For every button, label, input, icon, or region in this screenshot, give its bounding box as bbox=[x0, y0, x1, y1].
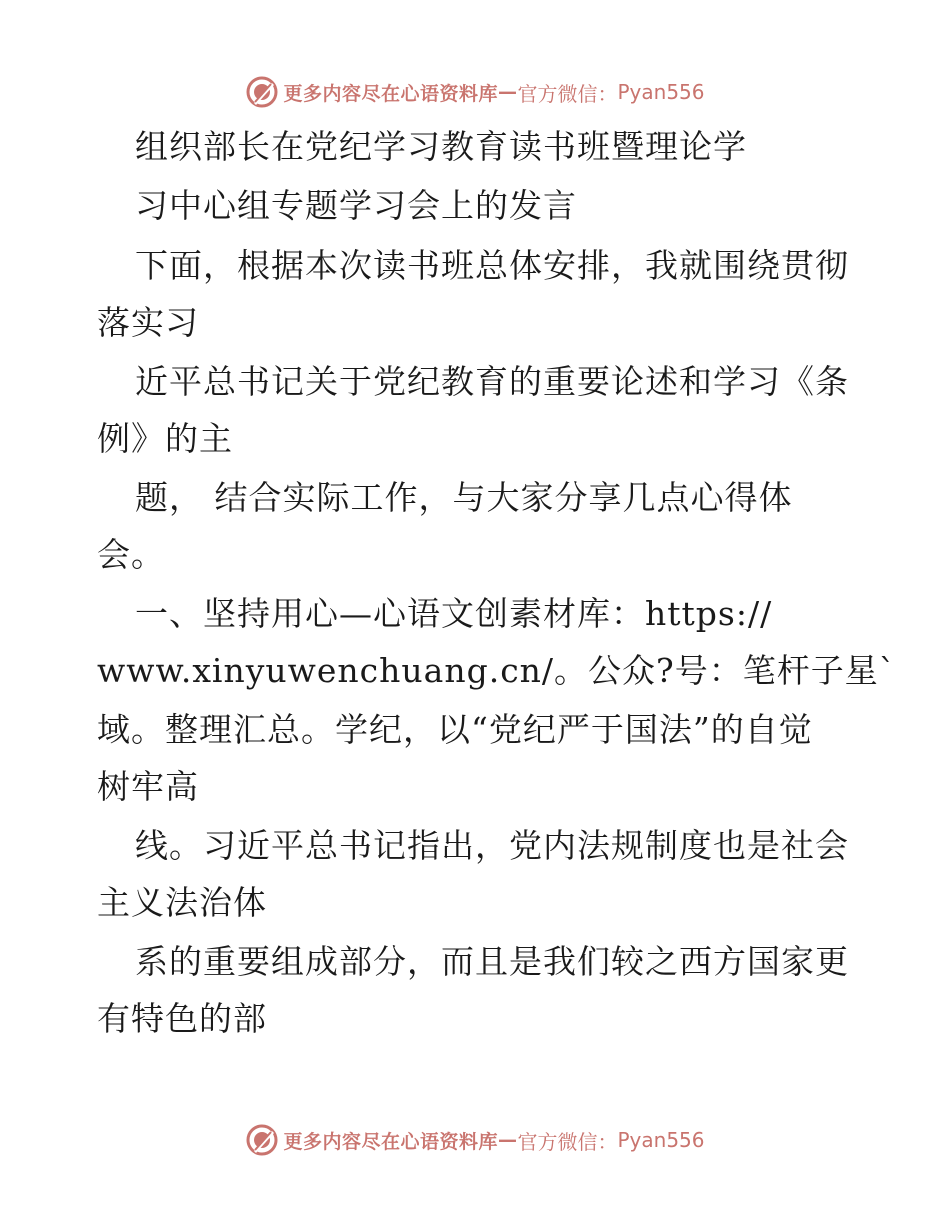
doc-paragraph-line: 会。 bbox=[97, 535, 165, 574]
doc-paragraph-line: 主义法治体 bbox=[97, 883, 267, 922]
doc-paragraph-line: 题， 结合实际工作，与大家分享几点心得体 bbox=[135, 478, 793, 517]
doc-paragraph-line: 一、坚持用心—心语文创素材库：https:// bbox=[135, 594, 773, 633]
banner-text: 更多内容尽在心语资料库 bbox=[283, 82, 498, 105]
doc-paragraph-line: 系的重要组成部分，而且是我们较之西方国家更 bbox=[135, 942, 849, 981]
pen-seal-logo-icon bbox=[245, 1123, 279, 1157]
banner-separator: — bbox=[498, 1129, 518, 1151]
pen-seal-logo-icon bbox=[245, 75, 279, 109]
doc-paragraph-line: 线。习近平总书记指出，党内法规制度也是社会 bbox=[135, 826, 849, 865]
doc-title-line-2: 习中心组专题学习会上的发言 bbox=[135, 186, 577, 225]
doc-paragraph-line: www.xinyuwenchuang.cn/。公众?号：笔杆子星` bbox=[97, 651, 897, 690]
banner-separator: — bbox=[498, 81, 518, 103]
doc-title-line-1: 组织部长在党纪学习教育读书班暨理论学 bbox=[135, 127, 747, 166]
doc-paragraph-line: 下面，根据本次读书班总体安排，我就围绕贯彻 bbox=[135, 246, 849, 285]
doc-paragraph-line: 近平总书记关于党纪教育的重要论述和学习《条 bbox=[135, 362, 849, 401]
banner-wechat-id: Pyan556 bbox=[617, 80, 705, 104]
doc-paragraph-line: 落实习 bbox=[97, 303, 199, 342]
doc-paragraph-line: 例》的主 bbox=[97, 419, 233, 458]
doc-paragraph-line: 域。整理汇总。学纪，以“党纪严于国法”的自觉 bbox=[97, 710, 813, 749]
banner-wechat-label: 官方微信： bbox=[517, 81, 618, 106]
footer-banner bbox=[0, 1118, 950, 1162]
header-banner bbox=[0, 70, 950, 114]
doc-paragraph-line: 有特色的部 bbox=[97, 999, 267, 1038]
banner-wechat-id: Pyan556 bbox=[617, 1128, 705, 1152]
doc-paragraph-line: 树牢高 bbox=[97, 767, 199, 806]
banner-text: 更多内容尽在心语资料库 bbox=[283, 1130, 498, 1153]
banner-wechat-label: 官方微信： bbox=[517, 1129, 618, 1154]
